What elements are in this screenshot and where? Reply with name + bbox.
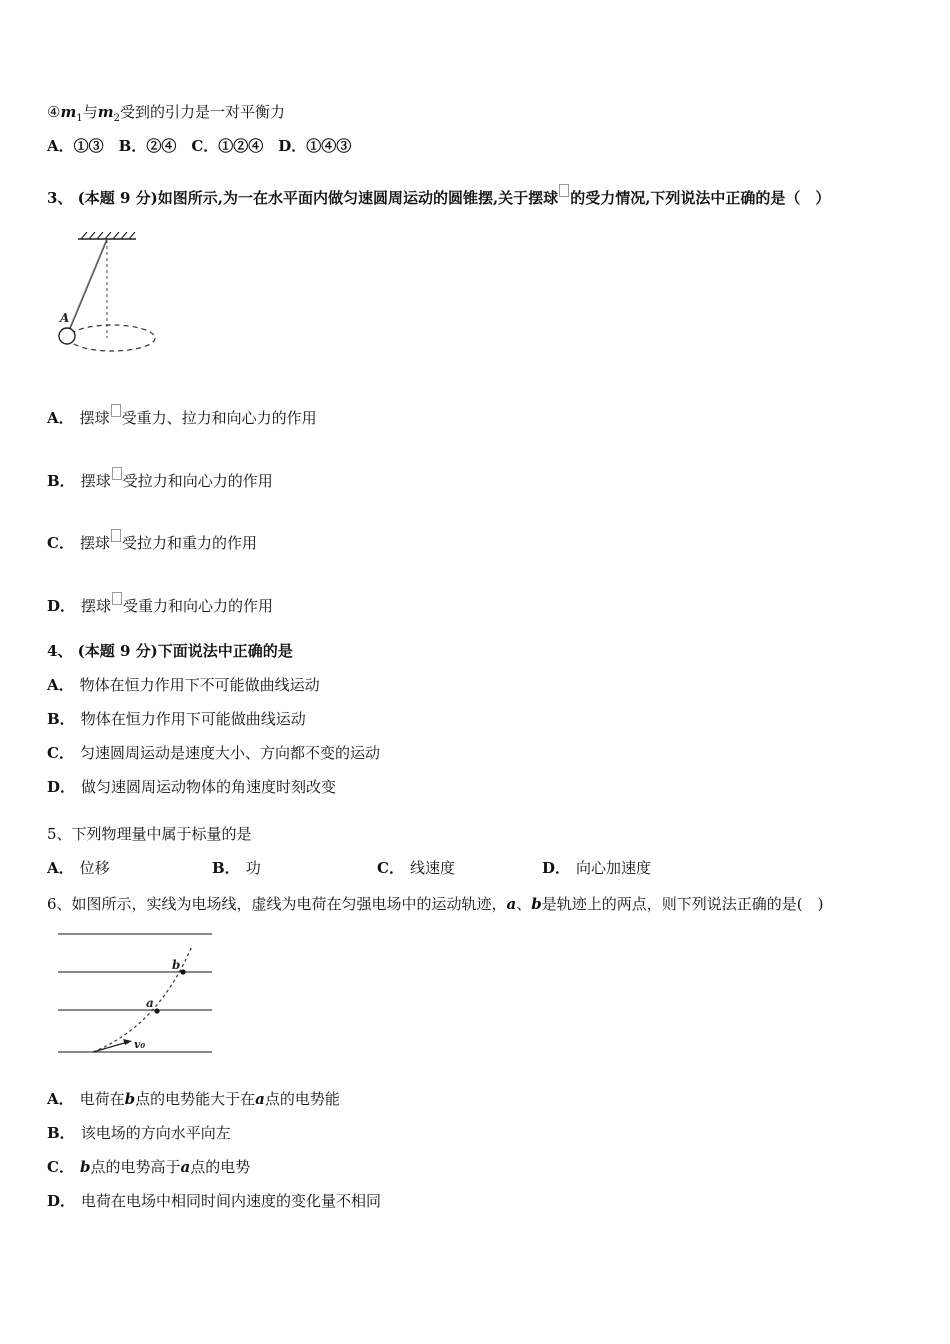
circled-number: ④	[47, 103, 61, 121]
q5-option-a[interactable]	[47, 858, 110, 878]
m1-sub: 1	[76, 113, 83, 124]
and-text: 与	[82, 103, 98, 121]
option-text: 电荷在电场中相同时间内速度的变化量不相同	[81, 1192, 382, 1210]
q3-option-c[interactable]	[47, 529, 257, 553]
option-text: 点的电势能	[264, 1090, 340, 1108]
option-text: 点的电势高于	[90, 1158, 181, 1176]
q6-option-a[interactable]	[47, 1089, 340, 1109]
m2-sub: 2	[113, 113, 120, 124]
var-b: b	[124, 1090, 136, 1108]
option-letter: C．	[47, 744, 74, 762]
q3-option-a[interactable]	[47, 404, 317, 428]
q2-statement-4	[47, 102, 285, 129]
q5-option-d[interactable]	[542, 858, 651, 878]
q3-stem-part-1: 3、 (本题 9 分)如图所示,为一在水平面内做匀速圆周运动的圆锥摆,关于摆球	[47, 189, 559, 207]
missing-glyph-box	[559, 184, 569, 197]
q4-option-a[interactable]	[47, 675, 320, 695]
option-text: 功	[245, 859, 261, 877]
label-a: a	[146, 996, 154, 1010]
q3-stem-part-2: 的受力情况,下列说法中正确的是（ ）	[570, 189, 831, 207]
q3-stem	[47, 184, 830, 208]
q3-option-d[interactable]	[47, 592, 273, 616]
conical-pendulum-figure	[56, 232, 160, 356]
option-letter: B．	[47, 710, 75, 728]
option-text: 位移	[79, 859, 110, 877]
option-text: 做匀速圆周运动物体的角速度时刻改变	[81, 778, 337, 796]
q4-option-b[interactable]	[47, 709, 306, 729]
option-text: 匀速圆周运动是速度大小、方向都不变的运动	[79, 744, 380, 762]
option-text: 向心加速度	[576, 859, 652, 877]
m1-var: m	[60, 103, 77, 121]
option-letter: C．	[377, 859, 404, 877]
label-A: A	[60, 311, 70, 325]
electric-field-figure	[48, 926, 216, 1058]
option-text: 受重力和向心力的作用	[123, 597, 274, 615]
option-letter: D．	[542, 859, 571, 877]
q6-option-b[interactable]	[47, 1123, 231, 1143]
point-a-var: a	[506, 895, 517, 913]
option-text: 摆球	[81, 597, 112, 615]
missing-glyph-box	[111, 404, 121, 417]
q4-option-d[interactable]	[47, 777, 336, 797]
option-letter: C．	[47, 1158, 74, 1176]
label-b: b	[172, 958, 181, 972]
missing-glyph-box	[111, 529, 121, 542]
q6-stem-part-2: 是轨迹上的两点，则下列说法正确的是( )	[541, 895, 824, 913]
option-text: 物体在恒力作用下不可能做曲线运动	[79, 676, 320, 694]
option-text: 线速度	[409, 859, 455, 877]
statement-rest: 受到的引力是一对平衡力	[119, 103, 285, 121]
option-letter: C．	[47, 534, 74, 552]
option-text: 点的电势能大于在	[135, 1090, 256, 1108]
option-text: 电荷在	[79, 1090, 125, 1108]
option-letter: D．	[47, 597, 76, 615]
option-letter: A．	[47, 676, 74, 694]
option-letter: A．	[47, 1090, 74, 1108]
q6-option-c[interactable]	[47, 1157, 250, 1177]
var-b: b	[79, 1158, 91, 1176]
option-text: 点的电势	[190, 1158, 251, 1176]
q6-stem	[47, 894, 824, 914]
q4-option-c[interactable]	[47, 743, 380, 763]
option-letter: A．	[47, 409, 74, 427]
var-a: a	[255, 1090, 265, 1108]
missing-glyph-box	[112, 467, 122, 480]
m2-var: m	[97, 103, 114, 121]
option-text: 摆球	[79, 409, 110, 427]
point-b-var: b	[531, 895, 542, 913]
q6-stem-part-1: 6、如图所示，实线为电场线，虚线为电荷在匀强电场中的运动轨迹，	[47, 895, 507, 913]
var-a: a	[180, 1158, 191, 1176]
option-letter: B．	[47, 472, 75, 490]
q5-option-c[interactable]	[377, 858, 455, 878]
option-text: 受拉力和向心力的作用	[122, 472, 273, 490]
q4-stem: 4、 (本题 9 分)下面说法中正确的是	[47, 642, 293, 660]
q5-option-b[interactable]	[212, 858, 261, 878]
separator: 、	[516, 895, 532, 913]
option-text: 物体在恒力作用下可能做曲线运动	[80, 710, 306, 728]
option-letter: B．	[47, 1124, 75, 1142]
option-text: 摆球	[80, 472, 111, 490]
option-letter: A．	[47, 859, 74, 877]
option-text: 受拉力和重力的作用	[121, 534, 257, 552]
option-text: 摆球	[79, 534, 110, 552]
missing-glyph-box	[112, 592, 122, 605]
option-letter: B．	[212, 859, 240, 877]
option-letter: D．	[47, 1192, 76, 1210]
q5-stem: 5、下列物理量中属于标量的是	[47, 825, 252, 843]
label-v0: v₀	[134, 1038, 146, 1051]
option-text: 受重力、拉力和向心力的作用	[121, 409, 317, 427]
q2-options: A．①③ B．②④ C．①②④ D．①④③	[47, 137, 352, 155]
option-text: 该电场的方向水平向左	[80, 1124, 231, 1142]
option-letter: D．	[47, 778, 76, 796]
q6-option-d[interactable]	[47, 1191, 381, 1211]
q3-option-b[interactable]	[47, 467, 273, 491]
